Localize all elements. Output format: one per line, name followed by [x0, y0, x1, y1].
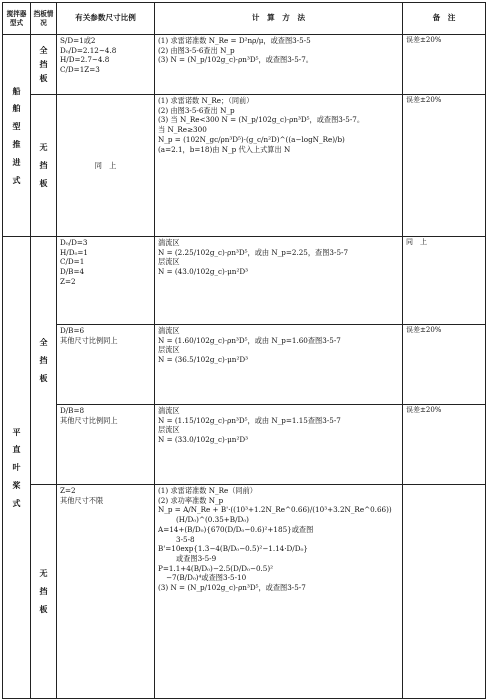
- note-cell: 误差±20%: [403, 325, 486, 405]
- baffle-cell: 全 挡 板: [31, 35, 57, 95]
- note-cell: 误差±20%: [403, 95, 486, 237]
- table-row: [3, 35, 486, 95]
- method-cell: 湍流区 N = (1.60/102g_c)·ρn³D⁵，或由 N_p=1.60查图3-5-7 层流区 N = (36.5/102g_c)·μn²D³: [155, 325, 403, 405]
- type-cell-propeller: 船 舶 型 推 进 式: [3, 35, 31, 237]
- header-ratio: 有关参数尺寸比例: [57, 3, 155, 35]
- header-baffle: 挡板情况: [31, 3, 57, 35]
- ratio-cell: D₀/D=3 H/D₀=1 C/D=1 D/B=4 Z=2: [57, 237, 155, 325]
- header-notes: 备 注: [403, 3, 486, 35]
- note-cell: 误差±20%: [403, 405, 486, 485]
- header-method: 计 算 方 法: [155, 3, 403, 35]
- method-cell: 湍流区 N = (1.15/102g_c)·ρn³D⁵，或由 N_p=1.15查图3-5-7 层流区 N = (33.0/102g_c)·μn²D³: [155, 405, 403, 485]
- header-type: 搅拌器型式: [3, 3, 31, 35]
- baffle-cell: 全 挡 板: [31, 237, 57, 485]
- baffle-cell: 无 挡 板: [31, 485, 57, 699]
- table-row: [3, 237, 486, 325]
- method-cell: (1) 求雷诺准数 N_Re（同前） (2) 求功率准数 N_p N_p = A/N_Re + B'·((10³+1.2N_Re^0.66)/(10³+3.2N_Re^0.66)) (H/D₀)^(0.35+B/D₀) A=14+(B/D₀){670(D/D₀−0.6)²+185}或查图 3-5-8 B'=10exp{1.3−4(B/D₀−0.5)²−1.14·D/D₀} 或查图3-5-9 P=1.1+4(B/D₀)−2.5(D/D₀−0.5)² −7(B/D₀)⁴或查图3-5-10 (3) N = (N_p/102g_c)·ρn³D⁵，或查图3-5-7: [155, 485, 403, 699]
- ratio-cell: D/B=6 其他尺寸比例同上: [57, 325, 155, 405]
- note-cell: [403, 485, 486, 699]
- ratio-cell: Z=2 其他尺寸不限: [57, 485, 155, 699]
- baffle-cell: 无 挡 板: [31, 95, 57, 237]
- note-cell: 误差±20%: [403, 35, 486, 95]
- ratio-cell: D/B=8 其他尺寸比例同上: [57, 405, 155, 485]
- method-cell: (1) 求雷诺数 N_Re；（同前） (2) 由图3-5-6查出 N_p (3) 当 N_Re<300 N = (N_p/102g_c)·ρn³D⁵，或查图3-5-7。 当 N_Re≥300 N_p = (102N_gc/ρn³D⁵)·(g_c/n²D)^((a−logN_Re)/b) (a=2.1，b=18)由 N_p 代入上式算出 N: [155, 95, 403, 237]
- table-row: [3, 325, 486, 405]
- type-cell-paddle: 平 直 叶 桨 式: [3, 237, 31, 699]
- table-row: [3, 405, 486, 485]
- ratio-cell: 同 上: [57, 95, 155, 237]
- method-cell: (1) 求雷诺准数 N_Re = D²nρ/μ，或查图3-5-5 (2) 由图3-5-6查出 N_p (3) N = (N_p/102g_c)·ρn³D⁵，或查图3-5-7。: [155, 35, 403, 95]
- table-row: [3, 95, 486, 237]
- note-cell: 同 上: [403, 237, 486, 325]
- method-cell: 湍流区 N = (2.25/102g_c)·ρn³D⁵，或由 N_p=2.25，查图3-5-7 层流区 N = (43.0/102g_c)·μn²D³: [155, 237, 403, 325]
- table-row: [3, 485, 486, 699]
- ratio-cell: S/D=1或2 D₀/D=2.12~4.8 H/D=2.7~4.8 C/D=1Z=3: [57, 35, 155, 95]
- header-row: [3, 3, 486, 35]
- stirrer-power-table: [2, 2, 486, 699]
